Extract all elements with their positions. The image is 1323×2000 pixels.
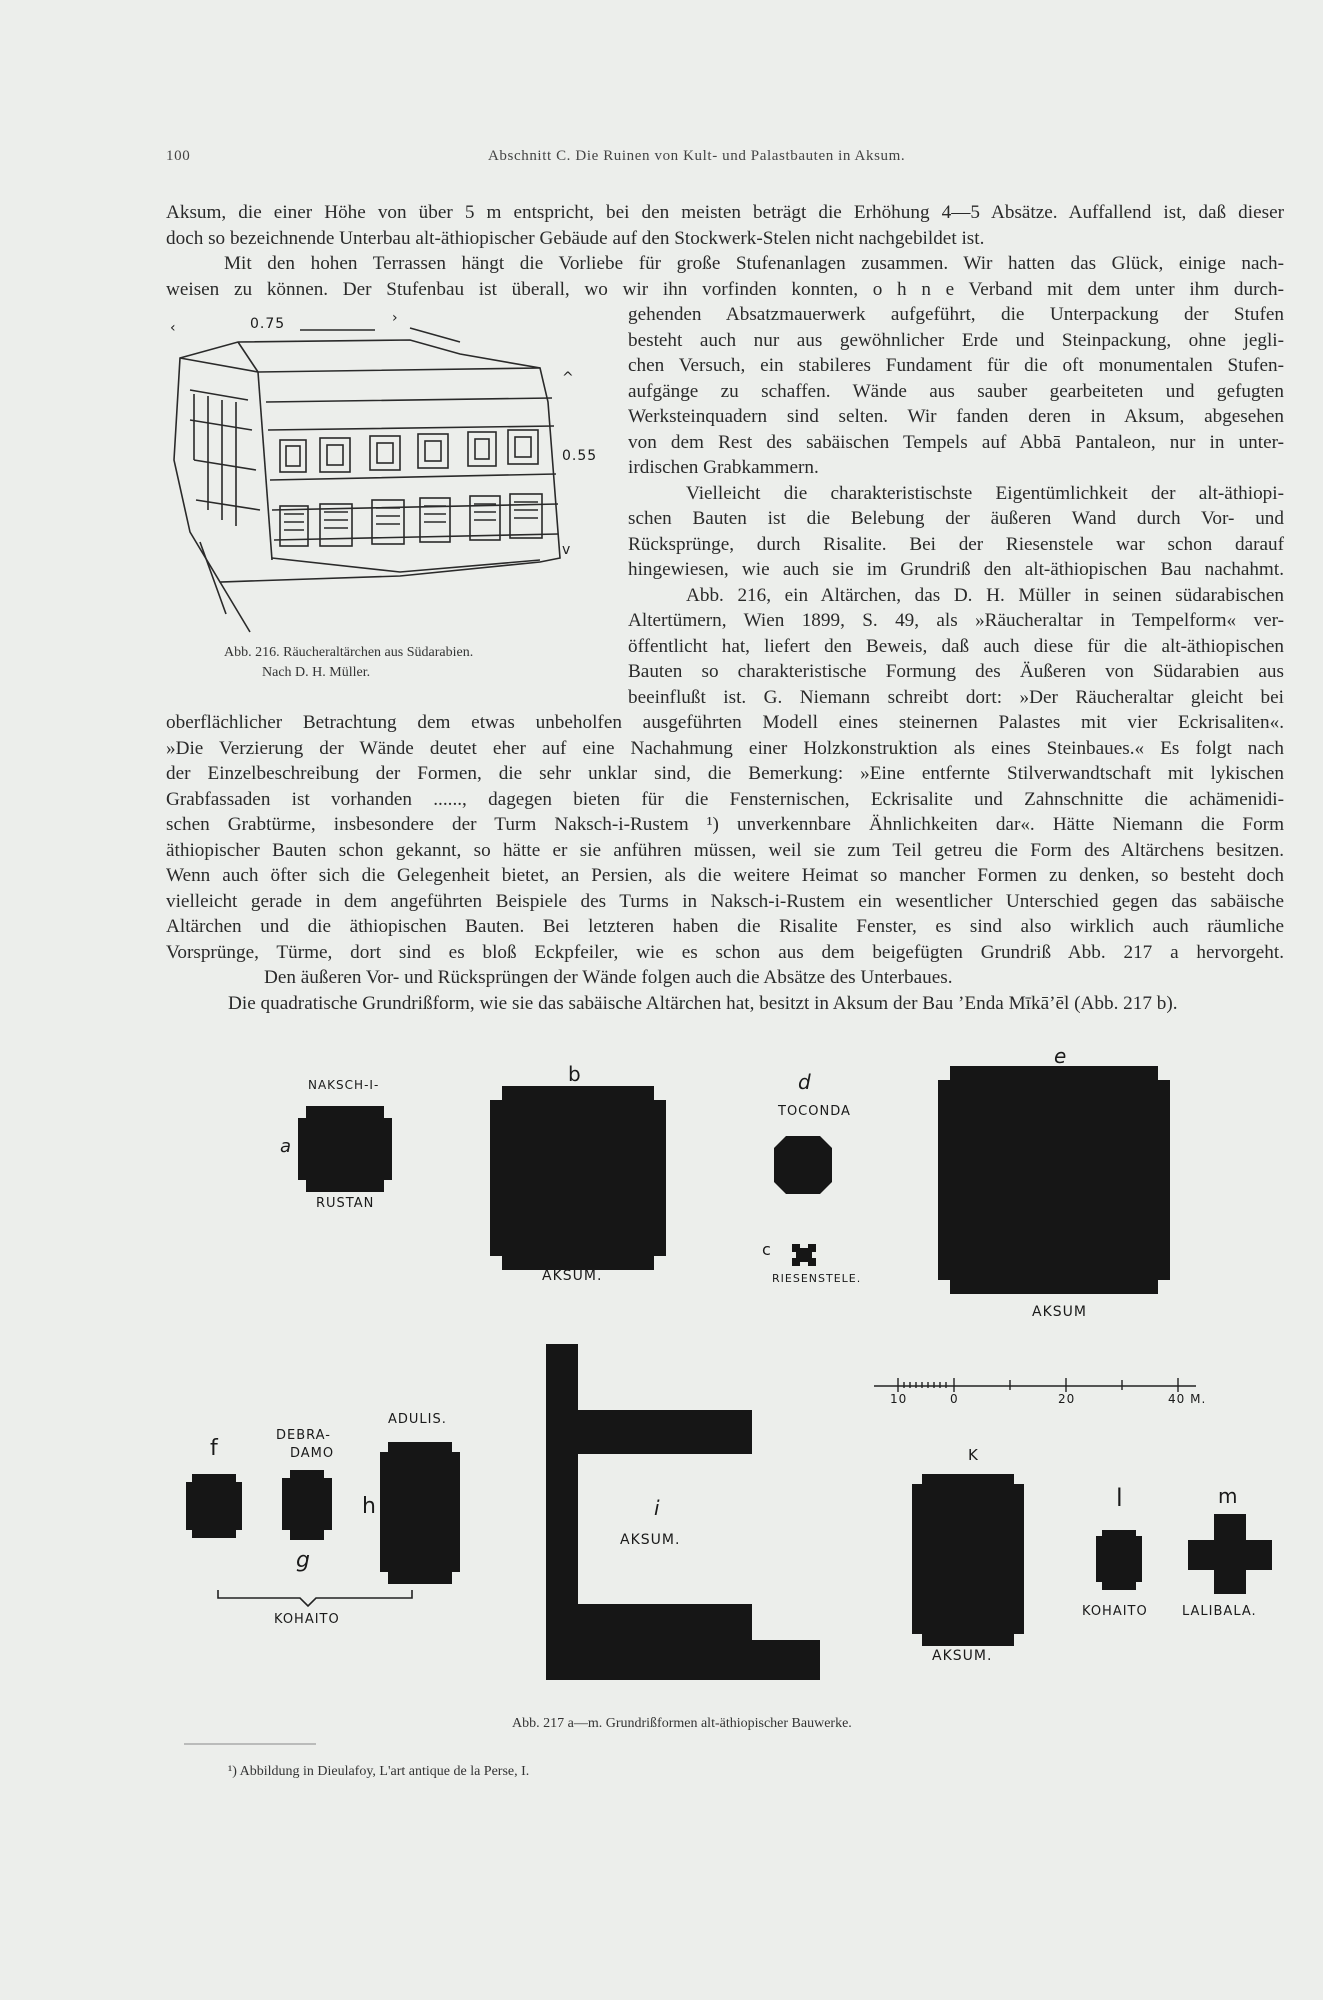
text-line: Altertümern, Wien 1899, S. 49, als »Räucheraltar in Tempelform« ver- [628, 610, 1284, 631]
label-debra-1: DEBRA- [276, 1428, 331, 1443]
text-line: oberflächlicher Betrachtung dem etwas unbeholfen ausgeführten Modell eines steinernen Palastes mit vier Eckrisaliten«. [166, 712, 1284, 733]
label-a-bottom: RUSTAN [316, 1196, 375, 1211]
text-line: Wenn auch öfter sich die Gelegenheit bietet, an Persien, als die weitere Heimat so mancher Formen zu denken, so besteht doch [166, 865, 1284, 886]
label-e-place: AKSUM [1032, 1304, 1087, 1320]
text-line: Die quadratische Grundrißform, wie sie das sabäische Altärchen hat, besitzt in Aksum der Bau ’Enda Mīkā’ēl (Abb. 217 b). [228, 992, 1178, 1014]
label-i-place: AKSUM. [620, 1532, 681, 1548]
figure-217-caption: Abb. 217 a—m. Grundrißformen alt-äthiopischer Bauwerke. [512, 1716, 852, 1731]
plan-e [938, 1066, 1170, 1294]
text-line: Mit den hohen Terrassen hängt die Vorliebe für große Stufenanlagen zusammen. Wir hatten das Glück, einige nach- [224, 253, 1284, 274]
plan-d [774, 1136, 832, 1194]
text-line: von dem Rest des sabäischen Tempels auf Abbā Pantaleon, nur in unter- [628, 431, 1284, 453]
label-b-place: AKSUM. [542, 1268, 603, 1284]
text-line: Grabfassaden ist vorhanden ......, dagegen bieten für die Fensternischen, Eckrisalite und Zahnschnitte die achämenidi- [166, 788, 1284, 810]
text-line: Den äußeren Vor- und Rücksprüngen der Wände folgen auch die Absätze des Unterbaues. [264, 967, 953, 988]
label-m-place: LALIBALA. [1182, 1604, 1257, 1619]
text-line: Rücksprünge, durch Risalite. Bei der Riesenstele war schon darauf [628, 533, 1284, 555]
svg-text:^: ^ [562, 370, 574, 386]
label-f: f [210, 1436, 219, 1461]
text-line: Vielleicht die charakteristischste Eigentümlichkeit der alt-äthiopi- [686, 482, 1284, 504]
figure-216-caption: Abb. 216. Räucheraltärchen aus Südarabien. [224, 645, 474, 660]
plan-g [282, 1470, 332, 1540]
label-k-place: AKSUM. [932, 1648, 993, 1664]
scale-tick-label: 0 [950, 1392, 959, 1406]
label-c: c [762, 1240, 772, 1259]
text-line: der Einzelbeschreibung der Formen, die sehr unklar sind, die Bemerkung: »Eine entfernte Stilverwandtschaft mit lykischen [166, 763, 1284, 784]
text-line: vielleicht gerade in dem angeführten Beispiele des Turms in Naksch-i-Rustem ein wesentlicher Unterschied gegen das sabäische [166, 890, 1284, 912]
text-line: Bauten so charakteristische Formung des Äußeren von Südarabien aus [628, 661, 1284, 682]
plan-k [912, 1474, 1024, 1646]
figure-216-caption-source: Nach D. H. Müller. [262, 665, 371, 680]
text-line: irdischen Grabkammern. [628, 457, 819, 478]
plan-m [1188, 1514, 1272, 1594]
text-line: hingewiesen, wie auch sie im Grundriß den alt-äthiopischen Bau nachahmt. [628, 559, 1284, 580]
running-title: Abschnitt C. Die Ruinen von Kult- und Palastbauten in Aksum. [488, 148, 906, 164]
label-i: i [654, 1496, 661, 1520]
label-l: l [1116, 1484, 1124, 1512]
dimension-label-height: 0.55 [562, 448, 598, 464]
text-line: doch so bezeichnende Unterbau alt-äthiopischer Gebäude auf den Stockwerk-Stelen nicht nachgebildet ist. [166, 227, 985, 249]
svg-text:‹: ‹ [170, 320, 176, 336]
footnote: ¹) Abbildung in Dieulafoy, L'art antique de la Perse, I. [228, 1764, 530, 1779]
text-line: schen Bauten ist die Belebung der äußeren Wand durch Vor- und [628, 508, 1284, 529]
text-line: gehenden Absatzmauerwerk aufgeführt, die Unterpackung der Stufen [628, 304, 1284, 325]
text-line: Werksteinquadern sind selten. Wir fanden deren in Aksum, abgesehen [628, 406, 1284, 427]
text-line: schen Grabtürme, insbesondere der Turm Naksch-i-Rustem ¹) unverkennbare Ähnlichkeiten dar«. Hätte Niemann die Form [166, 814, 1284, 835]
label-adulis: ADULIS. [388, 1412, 447, 1427]
label-b: b [568, 1062, 582, 1086]
text-line: beeinflußt ist. G. Niemann schreibt dort: »Der Räucheraltar gleicht bei [628, 686, 1284, 708]
label-a-top: NAKSCH-I- [308, 1078, 380, 1092]
plan-h [380, 1442, 460, 1584]
kohaito-bracket [218, 1590, 412, 1606]
text-line: aufgänge zu schaffen. Wände aus sauber gearbeiteten und gefugten [628, 380, 1284, 402]
svg-text:›: › [392, 310, 398, 326]
label-kohaito-fgh: KOHAITO [274, 1612, 340, 1627]
scale-tick-label: 10 [890, 1392, 908, 1406]
label-h: h [362, 1494, 377, 1519]
text-line: besteht auch nur aus gewöhnlicher Erde und Steinpackung, ohne jegli- [628, 329, 1284, 351]
plan-b [490, 1086, 666, 1270]
text-line: Abb. 216, ein Altärchen, das D. H. Müller in seinen südarabischen [686, 584, 1284, 606]
label-debra-2: DAMO [290, 1446, 335, 1461]
text-line: chen Versuch, ein stabileres Fundament für die oft monumentalen Stufen- [628, 355, 1284, 376]
label-d-place: TOCONDA [778, 1104, 851, 1119]
label-l-place: KOHAITO [1082, 1604, 1148, 1619]
text-line: Aksum, die einer Höhe von über 5 m entspricht, bei den meisten beträgt die Erhöhung 4—5 Absätze. Auffallend ist, daß dieser [166, 202, 1284, 223]
svg-text:v: v [562, 542, 571, 558]
plan-f [186, 1474, 242, 1538]
plan-c [792, 1244, 816, 1266]
text-line: weisen zu können. Der Stufenbau ist überall, wo wir ihn vorfinden konnten, o h n e Verband mit dem unter ihm durch- [166, 278, 1284, 300]
label-g: g [296, 1548, 311, 1573]
dimension-label-width: 0.75 [250, 316, 286, 332]
scale-tick-label: 20 [1058, 1392, 1076, 1406]
label-k: K [968, 1446, 979, 1464]
plan-a [298, 1106, 392, 1192]
scale-bar [874, 1378, 1196, 1392]
label-d: d [798, 1070, 812, 1094]
text-line: Altärchen und die äthiopischen Bauten. Bei letzteren haben die Risalite Fenster, es sind also wirklich auch räumliche [166, 916, 1284, 937]
label-a: a [280, 1136, 293, 1157]
text-line: öffentlicht hat, liefert den Beweis, daß auch diese für die alt-äthiopischen [628, 635, 1284, 657]
text-line: Vorsprünge, Türme, dort sind es bloß Eckpfeiler, wie es schon aus dem beigefügten Grundriß Abb. 217 a hervorgeht. [166, 941, 1284, 963]
label-m: m [1218, 1484, 1239, 1508]
label-e: e [1054, 1044, 1068, 1068]
scale-tick-label: 40 M. [1168, 1392, 1207, 1406]
plan-l [1096, 1530, 1142, 1590]
text-line: »Die Verzierung der Wände deutet eher auf eine Nachahmung einer Holzkonstruktion als eines Steinbaues.« Es folgt nach [166, 737, 1284, 759]
page-number: 100 [166, 148, 191, 164]
text-line: äthiopischer Bauten schon gekannt, so hätte er sie anführen müssen, weil sie zum Teil getreu die Form des Altärchens besitzen. [166, 839, 1284, 861]
label-c-place: RIESENSTELE. [772, 1272, 862, 1285]
